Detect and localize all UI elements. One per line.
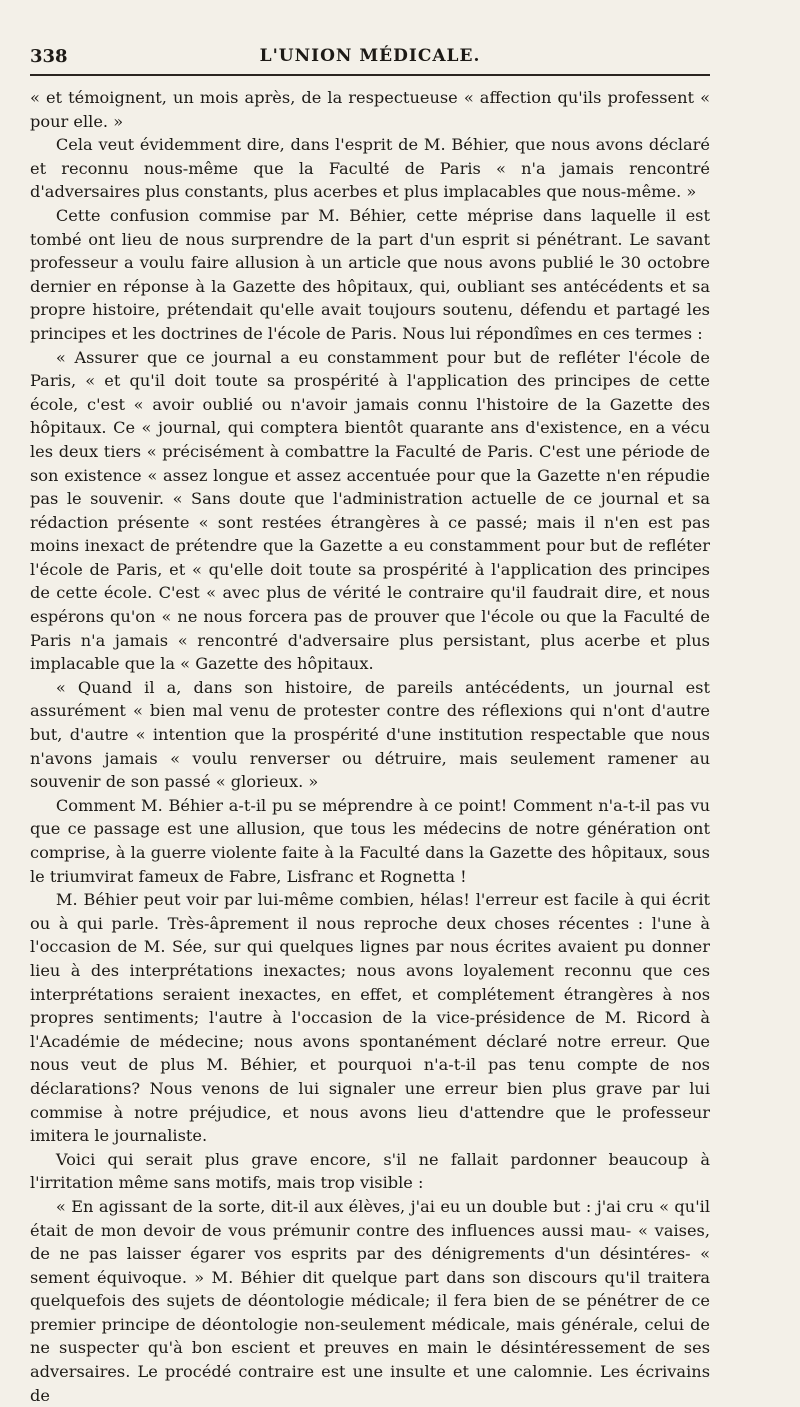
body-text xyxy=(30,86,710,1407)
paragraph: « et témoignent, un mois après, de la respectueuse « affection qu'ils professent « pour elle. » xyxy=(30,88,710,131)
paragraph: Cela veut évidemment dire, dans l'esprit de M. Béhier, que nous avons déclaré et reconnu nous-même que la Faculté de Paris « n'a jamais rencontré d'adversaires plus constants, plus acerbes et plus implacables que nous-même. » xyxy=(30,135,710,202)
page-header xyxy=(30,38,710,76)
paragraph: Cette confusion commise par M. Béhier, cette méprise dans laquelle il est tombé ont lieu de nous surprendre de la part d'un esprit si pénétrant. Le savant professeur a voulu faire allusion à un article que nous avons publié le 30 octobre dernier en réponse à la Gazette des hôpitaux, qui, oubliant ses antécédents et sa propre histoire, prétendait qu'elle avait toujours soutenu, défendu et partagé les principes et les doctrines de l'école de Paris. Nous lui répondîmes en ces termes : xyxy=(30,205,710,343)
paragraph: Voici qui serait plus grave encore, s'il ne fallait pardonner beaucoup à l'irritation même sans motifs, mais trop visible : xyxy=(30,1149,710,1193)
quoted-paragraph: « Quand il a, dans son histoire, de pareils antécédents, un journal est assurément « bien mal venu de protester contre des réflexions qui n'ont d'autre but, d'autre « intention que la prospérité d'une institution respectable que nous n'avons jamais « voulu renverser ou détruire, mais seulement ramener au souvenir de son passé « glorieux. » xyxy=(30,677,710,792)
page-number: 338 xyxy=(30,46,68,67)
quoted-paragraph: « Assurer que ce journal a eu constamment pour but de refléter l'école de Paris, « et qu'il doit toute sa prospérité à l'application des principes de cette école, c'est « avoir oublié ou n'avoir jamais connu l'histoire de la Gazette des hôpitaux. Ce « journal, qui comptera bientôt quarante ans d'existence, en a vécu les deux tiers « précisément à combattre la Faculté de Paris. C'est une période de son existence « assez longue et assez accentuée pour que la Gazette n'en répudie pas le souvenir. « Sans doute que l'administration actuelle de ce journal et sa rédaction présente « sont restées étrangères à ce passé; mais il n'en est pas moins inexact de prétendre que la Gazette a eu constamment pour but de refléter l'école de Paris, et « qu'elle doit toute sa prospérité à l'application des principes de cette école. C'est « avec plus de vérité le contraire qu'il faudrait dire, et nous espérons qu'on « ne nous forcera pas de prouver que l'école ou que la Faculté de Paris n'a jamais « rencontré d'adversaire plus persistant, plus acerbe et plus implacable que la « Gazette des hôpitaux. xyxy=(30,347,710,674)
paragraph: Comment M. Béhier a-t-il pu se méprendre à ce point! Comment n'a-t-il pas vu que ce passage est une allusion, que tous les médecins de notre génération ont comprise, à la guerre violente faite à la Faculté dans la Gazette des hôpitaux, sous le triumvirat fameux de Fabre, Lisfranc et Rognetta ! xyxy=(30,795,710,886)
quoted-paragraph: « En agissant de la sorte, dit-il aux élèves, j'ai eu un double but : j'ai cru « qu'il était de mon devoir de vous prémunir contre des influences aussi mau- « vaises, de ne pas laisser égarer vos esprits par des dénigrements d'un désintéres- « sement équivoque. » M. Béhier dit quelque part dans son discours qu'il traitera quelquefois des sujets de déontologie médicale; il fera bien de se pénétrer de ce premier principe de déontologie non-seulement médicale, mais générale, celui de ne suspecter qu'à bon escient et preuves en main le désintéressement de ses adversaires. Le procédé contraire est une insulte et une calomnie. Les écrivains de xyxy=(30,1196,710,1405)
running-title: L'UNION MÉDICALE. xyxy=(259,46,481,66)
paragraph: M. Béhier peut voir par lui-même combien, hélas! l'erreur est facile à qui écrit ou à qui parle. Très-âprement il nous reproche deux choses récentes : l'une à l'occasion de M. Sée, sur qui quelques lignes par nous écrites avaient pu donner lieu à des interprétations inexactes; nous avons loyalement reconnu que ces interprétations seraient inexactes, en effet, et complétement étrangères à nos propres sentiments; l'autre à l'occasion de la vice-présidence de M. Ricord à l'Académie de médecine; nous avons spontanément déclaré notre erreur. Que nous veut de plus M. Béhier, et pourquoi n'a-t-il pas tenu compte de nos déclarations? Nous venons de lui signaler une erreur bien plus grave par lui commise à notre préjudice, et nous avons lieu d'attendre que le professeur imitera le journaliste. xyxy=(30,890,710,1146)
